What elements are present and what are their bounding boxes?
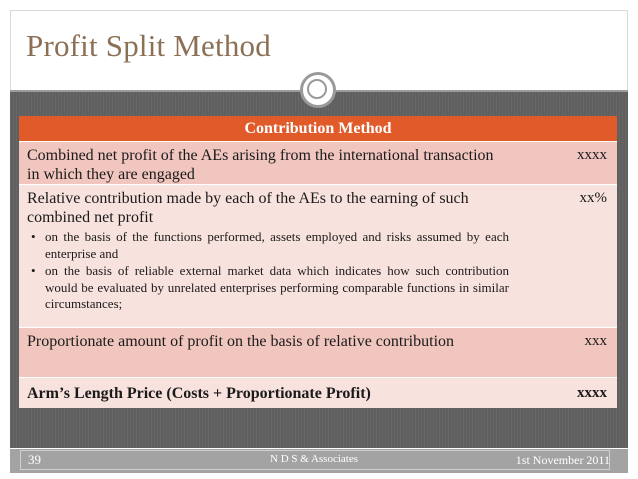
table-row (19, 142, 617, 185)
table-row (19, 328, 617, 378)
footer-bar (10, 448, 628, 473)
row-description: Combined net profit of the AEs arising from the international transaction in which they are engaged (27, 147, 494, 183)
table-row (19, 185, 617, 328)
bullet-list (27, 229, 509, 313)
slide-title: Profit Split Method (26, 28, 271, 63)
table-header-label: Contribution Method (244, 119, 392, 137)
footer-date: 1st November 2011 (515, 453, 610, 467)
row-description: Proportionate amount of profit on the basis of relative contribution (27, 333, 455, 350)
bullet-text: on the basis of reliable external market data which indicates how such contribution would be evaluated by unrelated enterprises performing comparable functions in similar circumstances; (45, 263, 509, 311)
row-value: xxx (584, 333, 607, 349)
bullet-icon: • (31, 229, 36, 244)
list-item (27, 263, 509, 313)
row-value: xx% (579, 190, 607, 206)
circle-ornament-icon (300, 72, 336, 108)
row-value: xxxx (577, 385, 607, 401)
contribution-table (19, 116, 617, 408)
row-description-block (19, 185, 517, 327)
bullet-text: on the basis of the functions performed, assets employed and risks assumed by each enterprise and (45, 229, 509, 261)
table-header (19, 116, 617, 142)
row-description: Arm’s Length Price (Costs + Proportionate Profit) (27, 385, 371, 402)
list-item (27, 229, 509, 262)
row-value: xxxx (577, 147, 607, 163)
footer-company: N D S & Associates (270, 453, 358, 465)
table-row (19, 378, 617, 408)
row-description: Relative contribution made by each of the AEs to the earning of such combined net profit (27, 190, 469, 226)
bullet-icon: • (31, 263, 36, 278)
slide-number: 39 (28, 452, 41, 467)
